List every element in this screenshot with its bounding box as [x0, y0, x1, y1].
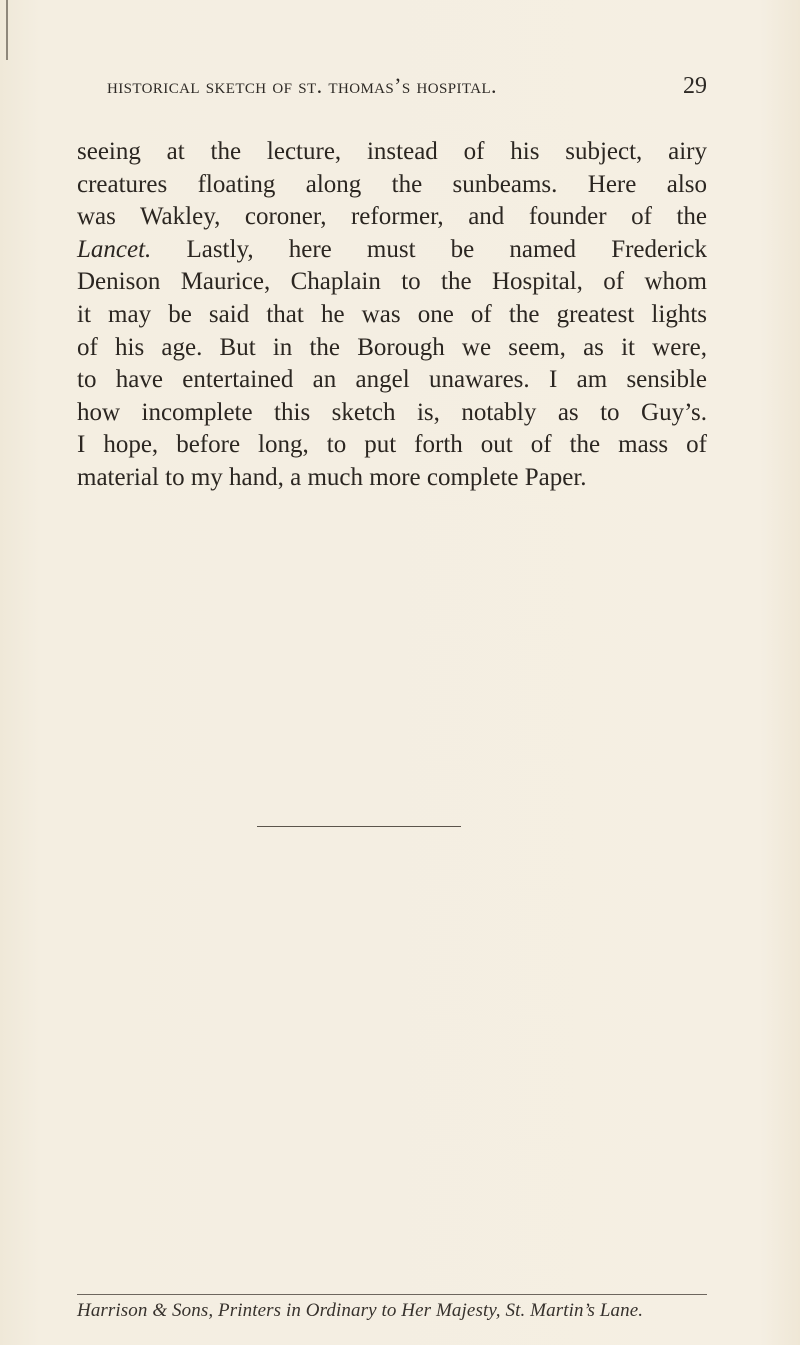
text-line: it may be said that he was one of the greatest lights: [77, 300, 707, 328]
text-line: material to my hand, a much more complete Paper.: [77, 463, 587, 491]
footer-rule: [77, 1294, 707, 1295]
text-line: Denison Maurice, Chaplain to the Hospital, of whom: [77, 268, 707, 296]
text-line: creatures floating along the sunbeams. Here also: [77, 170, 707, 198]
journal-title: Lancet.: [77, 235, 152, 263]
running-title: historical sketch of st. thomas’s hospital.: [107, 73, 497, 98]
text-line: of his age. But in the Borough we seem, as it were,: [77, 333, 707, 361]
running-head: [107, 73, 707, 103]
text-line: I hope, before long, to put forth out of the mass of: [77, 431, 707, 459]
text-line: to have entertained an angel unawares. I am sensible: [77, 366, 707, 394]
text-line: how incomplete this sketch is, notably as to Guy’s.: [77, 398, 707, 426]
section-rule: [257, 826, 461, 827]
text-line: seeing at the lecture, instead of his subject, airy: [77, 138, 707, 165]
body-paragraph: [77, 136, 707, 495]
binding-edge: [6, 0, 8, 60]
text-fragment: Lastly, here must be named Frederick: [151, 235, 707, 263]
text-line: [77, 234, 707, 267]
page-number: 29: [683, 73, 707, 99]
text-line: was Wakley, coroner, reformer, and founder of the: [77, 203, 707, 231]
printer-imprint: Harrison & Sons, Printers in Ordinary to Her Majesty, St. Martin’s Lane.: [77, 1300, 644, 1321]
